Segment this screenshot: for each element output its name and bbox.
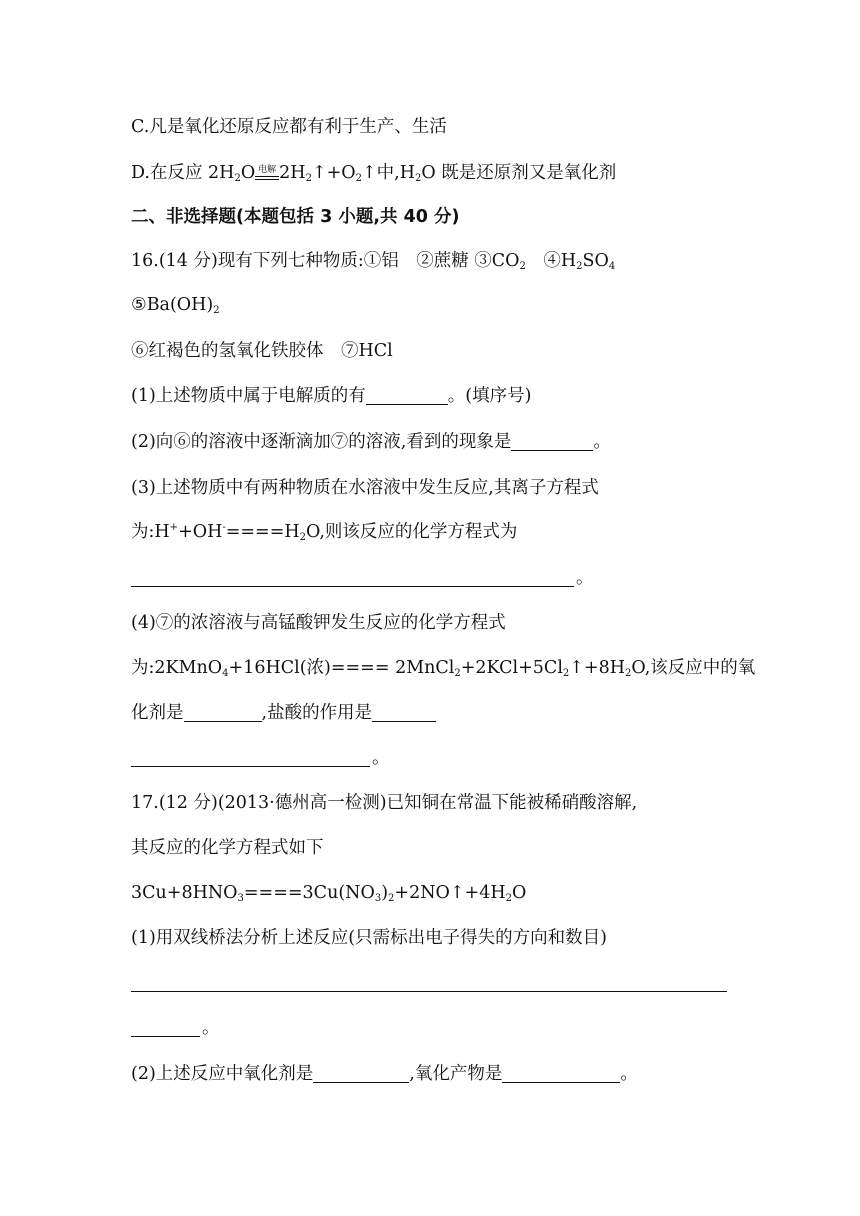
text-run: O bbox=[511, 883, 527, 903]
option-c-text: C.凡是氧化还原反应都有利于生产、生活 bbox=[131, 117, 447, 137]
subscript: 2 bbox=[388, 893, 395, 904]
answer-blank[interactable] bbox=[372, 703, 436, 722]
superscript: + bbox=[169, 522, 179, 533]
text-run: 。 bbox=[202, 1018, 220, 1038]
text-run: ) bbox=[381, 883, 389, 903]
subscript: 3 bbox=[374, 893, 382, 904]
q16-part-3-end bbox=[576, 566, 594, 590]
text-run: O 既是还原剂又是氧化剂 bbox=[421, 163, 617, 183]
text-run: 。 bbox=[620, 1064, 638, 1084]
text-run: 。 bbox=[576, 568, 594, 588]
text-run: O,则该反应的化学方程式为 bbox=[306, 522, 518, 542]
q16-part-2 bbox=[131, 430, 611, 454]
text-run: (3)上述物质中有两种物质在水溶液中发生反应,其离子方程式 bbox=[131, 478, 599, 498]
q16-part-3-equation bbox=[131, 520, 517, 544]
text-run: 其反应的化学方程式如下 bbox=[131, 838, 324, 858]
answer-blank[interactable] bbox=[511, 432, 593, 451]
subscript: 2 bbox=[625, 668, 632, 679]
q16-part-4-blanks bbox=[131, 701, 436, 725]
subscript: 4 bbox=[608, 261, 616, 272]
text-run: ④H bbox=[525, 251, 577, 271]
q16-part-4 bbox=[131, 611, 506, 635]
q16-item-5 bbox=[131, 293, 220, 317]
subscript: 3 bbox=[237, 893, 244, 904]
text-run: ⑤Ba(OH) bbox=[131, 295, 214, 315]
q17-part-1 bbox=[131, 926, 607, 950]
text-run: (1)上述物质中属于电解质的有 bbox=[131, 386, 366, 406]
text-run: +OH bbox=[178, 522, 223, 542]
subscript: 2 bbox=[234, 173, 241, 184]
text-run: 16.(14 分)现有下列七种物质:①铝 ②蔗糖 ③CO bbox=[131, 251, 520, 271]
text-run: 3Cu+8HNO bbox=[131, 883, 238, 903]
option-d bbox=[131, 161, 616, 185]
q17-equation bbox=[131, 881, 526, 905]
text-run: (2)上述反应中氧化剂是 bbox=[131, 1064, 314, 1084]
text-run: 17.(12 分)(2013·德州高一检测)已知铜在常温下能被稀硝酸溶解, bbox=[131, 793, 638, 813]
text-run: +2NO↑+4H bbox=[394, 883, 506, 903]
subscript: 2 bbox=[299, 532, 307, 543]
q17-stem-2 bbox=[131, 836, 324, 860]
subscript: 2 bbox=[305, 173, 312, 184]
text-run: SO bbox=[582, 251, 609, 271]
text-run: ⑥红褐色的氢氧化铁胶体 ⑦HCl bbox=[131, 341, 393, 361]
text-run: +16HCl(浓)==== 2MnCl bbox=[228, 658, 455, 678]
text-run: 2H bbox=[279, 163, 306, 183]
answer-line[interactable] bbox=[131, 991, 727, 992]
q16-part-4-equation bbox=[131, 656, 755, 680]
text-run: D.在反应 2H bbox=[131, 163, 235, 183]
q16-stem bbox=[131, 249, 615, 273]
subscript: 2 bbox=[576, 261, 583, 272]
text-run: 。(填序号) bbox=[447, 386, 532, 406]
text-run: (1)用双线桥法分析上述反应(只需标出电子得失的方向和数目) bbox=[131, 928, 607, 948]
subscript: 2 bbox=[213, 305, 220, 316]
q17-stem bbox=[131, 791, 637, 815]
text-run: ,盐酸的作用是 bbox=[261, 703, 373, 723]
section-heading bbox=[131, 205, 460, 229]
text-run: 化剂是 bbox=[131, 703, 184, 723]
text-run: O bbox=[240, 163, 256, 183]
subscript: 2 bbox=[562, 668, 570, 679]
text-run: +2KCl+5Cl bbox=[460, 658, 563, 678]
subscript: 2 bbox=[519, 261, 526, 272]
answer-line[interactable] bbox=[131, 1036, 200, 1037]
text-run: ,氧化产物是 bbox=[409, 1064, 503, 1084]
answer-line[interactable] bbox=[131, 766, 370, 767]
subscript: 2 bbox=[454, 668, 461, 679]
text-run: ====H bbox=[225, 522, 300, 542]
q16-part-4-end bbox=[372, 746, 390, 770]
answer-line[interactable] bbox=[131, 586, 574, 587]
q16-items-6-7 bbox=[131, 339, 393, 363]
text-run: O,该反应中的氧 bbox=[631, 658, 756, 678]
answer-blank[interactable] bbox=[502, 1064, 620, 1083]
option-c bbox=[131, 115, 447, 139]
text-run: 。 bbox=[372, 748, 390, 768]
answer-blank[interactable] bbox=[184, 703, 262, 722]
superscript: - bbox=[222, 522, 226, 533]
subscript: 2 bbox=[355, 173, 363, 184]
text-run: (2)向⑥的溶液中逐渐滴加⑦的溶液,看到的现象是 bbox=[131, 432, 512, 452]
text-run: ====3Cu(NO bbox=[243, 883, 375, 903]
q17-part-1-end bbox=[202, 1016, 220, 1040]
answer-blank[interactable] bbox=[313, 1064, 409, 1083]
equals-sign bbox=[255, 176, 279, 180]
text-run: ↑+8H bbox=[569, 658, 626, 678]
text-run: 为:2KMnO bbox=[131, 658, 223, 678]
condition-text: 电解 bbox=[258, 165, 277, 175]
text-run: ↑中,H bbox=[362, 163, 416, 183]
subscript: 4 bbox=[222, 668, 229, 679]
answer-blank[interactable] bbox=[366, 386, 448, 405]
text-run: 为:H bbox=[131, 522, 170, 542]
q16-part-1 bbox=[131, 384, 531, 408]
reaction-condition bbox=[255, 166, 279, 180]
q16-part-3 bbox=[131, 476, 599, 500]
text-run: ↑+O bbox=[311, 163, 356, 183]
text-run: (4)⑦的浓溶液与高锰酸钾发生反应的化学方程式 bbox=[131, 613, 506, 633]
subscript: 2 bbox=[415, 173, 422, 184]
subscript: 2 bbox=[505, 893, 512, 904]
text-run: 。 bbox=[593, 432, 611, 452]
q17-part-2 bbox=[131, 1062, 638, 1086]
section-heading-text: 二、非选择题(本题包括 3 小题,共 40 分) bbox=[131, 207, 460, 227]
